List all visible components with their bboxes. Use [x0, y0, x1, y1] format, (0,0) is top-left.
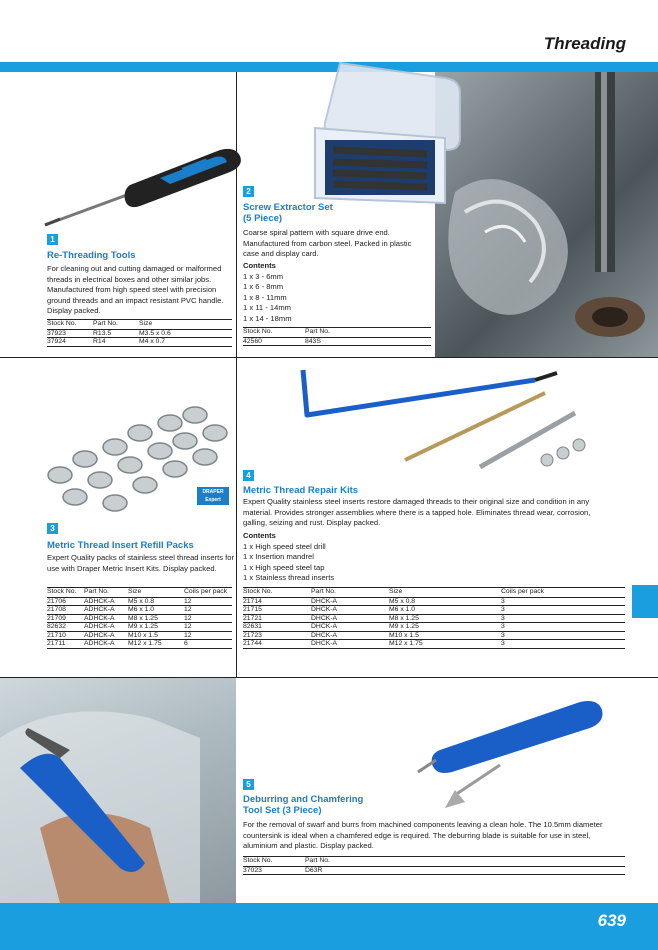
cell: 3 — [501, 631, 625, 640]
col-stock: Stock No. — [47, 320, 93, 330]
cell: M9 x 1.25 — [128, 623, 184, 632]
cell: M6 x 1.0 — [128, 606, 184, 615]
table-row — [243, 614, 625, 623]
table-row — [47, 623, 232, 632]
cell: ADHCK-A — [84, 597, 128, 606]
contents-item: 1 x Stainless thread inserts — [243, 573, 335, 582]
product-2-table — [243, 327, 431, 346]
cell: ADHCK-A — [84, 606, 128, 615]
page-number: 639 — [597, 911, 626, 930]
product-3-number: 3 — [47, 523, 58, 534]
cell: 12 — [184, 623, 232, 632]
table-row — [47, 606, 232, 615]
cell: R13.5 — [93, 329, 139, 338]
cell: 843S — [305, 337, 431, 346]
col-stock: Stock No. — [243, 328, 305, 338]
product-4-description: Expert Quality stainless steel inserts restore damaged threads to their original size and condition in any material. Provides stronger assemblies where there is a tapped hole. Eliminates thread wear, corrosion, galling, seizing and rust. Display packed. — [243, 497, 591, 527]
contents-item: 1 x High speed steel drill — [243, 541, 326, 551]
badge-bottom: Expert — [205, 497, 221, 503]
table-row — [47, 640, 232, 649]
cell: 12 — [184, 614, 232, 623]
table-row — [47, 338, 232, 347]
product-2-number: 2 — [243, 186, 254, 197]
product-4-contents — [243, 531, 543, 584]
table-row — [243, 623, 625, 632]
contents-item: 1 x 8 - 11mm — [243, 292, 287, 302]
table-row — [243, 597, 625, 606]
cell: ADHCK-A — [84, 623, 128, 632]
deburring-tool-image — [400, 690, 610, 810]
cell: M12 x 1.75 — [389, 640, 501, 649]
cell: DHCK-A — [311, 640, 389, 649]
contents-item: 1 x 6 - 8mm — [243, 282, 284, 291]
divider-top-horizontal — [0, 357, 658, 358]
cell: M8 x 1.25 — [389, 614, 501, 623]
cell: 3 — [501, 614, 625, 623]
col-part: Part No. — [93, 320, 139, 330]
cell: 3 — [501, 597, 625, 606]
cell: 3 — [501, 623, 625, 632]
product-1-title: Re-Threading Tools — [47, 250, 136, 261]
cell: 12 — [184, 631, 232, 640]
cell: 82632 — [47, 623, 84, 632]
product-2-contents — [243, 261, 428, 324]
draper-expert-badge — [197, 487, 229, 505]
contents-label: Contents — [243, 261, 276, 270]
cell: 3 — [501, 640, 625, 649]
contents-item: 1 x 3 - 6mm — [243, 271, 284, 281]
cell: 21706 — [47, 597, 84, 606]
product-5-table — [243, 856, 625, 875]
cell: 21711 — [47, 640, 84, 649]
col-part: Part No. — [84, 588, 128, 598]
product-5-number: 5 — [243, 779, 254, 790]
cell: DHCK-A — [311, 614, 389, 623]
cell: 3 — [501, 606, 625, 615]
table-row — [243, 640, 625, 649]
divider-middle-horizontal — [0, 677, 658, 678]
cell: DHCK-A — [311, 606, 389, 615]
cell: 12 — [184, 597, 232, 606]
col-stock: Stock No. — [243, 588, 311, 598]
cell: M5 x 0.8 — [389, 597, 501, 606]
product-5-description: For the removal of swarf and burrs from machined components leaving a clean hole. The 10.5mm diameter countersink is ideal when a chamfered edge is required. The deburring blade is suitable for use in steel, aluminium and plastic. Display packed. — [243, 820, 603, 850]
section-title: Threading — [543, 34, 626, 53]
cell: 21709 — [47, 614, 84, 623]
table-row — [47, 597, 232, 606]
cell: 21723 — [243, 631, 311, 640]
cell: M9 x 1.25 — [389, 623, 501, 632]
contents-item: 1 x Insertion mandrel — [243, 552, 314, 561]
table-row — [243, 631, 625, 640]
product-3-table — [47, 587, 232, 649]
cell: R14 — [93, 338, 139, 347]
col-size: Size — [389, 588, 501, 598]
cell: 12 — [184, 606, 232, 615]
product-1-table — [47, 319, 232, 347]
product-1-description: For cleaning out and cutting damaged or malformed threads in electrical boxes and other similar jobs. Manufactured from high speed steel with precision ground threads and an impact resistant PVC handle. Display packed. — [47, 264, 224, 315]
col-part: Part No. — [311, 588, 389, 598]
col-part: Part No. — [305, 857, 625, 867]
table-row — [47, 614, 232, 623]
divider-top-vertical — [236, 72, 237, 358]
contents-item: 1 x 11 - 14mm — [243, 303, 291, 312]
table-row — [47, 631, 232, 640]
cell: M5 x 0.8 — [128, 597, 184, 606]
cell: ADHCK-A — [84, 614, 128, 623]
cell: 6 — [184, 640, 232, 649]
product-1-number: 1 — [47, 234, 58, 245]
col-size: Size — [139, 320, 232, 330]
product-4-number: 4 — [243, 470, 254, 481]
cell: DHCK-A — [311, 631, 389, 640]
cell: ADHCK-A — [84, 631, 128, 640]
cell: M3.5 x 0.6 — [139, 329, 232, 338]
cell: ADHCK-A — [84, 640, 128, 649]
cell: 42560 — [243, 337, 305, 346]
screw-extractor-case-image — [305, 58, 470, 208]
col-size: Size — [128, 588, 184, 598]
cell: M12 x 1.75 — [128, 640, 184, 649]
table-row — [243, 866, 625, 875]
page-footer — [0, 903, 658, 950]
product-5-title: Deburring and Chamfering Tool Set (3 Piece) — [243, 794, 364, 816]
cell: 37923 — [47, 329, 93, 338]
col-stock: Stock No. — [243, 857, 305, 867]
product-4-table — [243, 587, 625, 649]
col-part: Part No. — [305, 328, 431, 338]
divider-middle-vertical — [236, 358, 237, 678]
cell: 37924 — [47, 338, 93, 347]
cell: 21744 — [243, 640, 311, 649]
cell: 21708 — [47, 606, 84, 615]
thread-repair-kit-image — [295, 365, 595, 475]
cell: M8 x 1.25 — [128, 614, 184, 623]
cell: 21721 — [243, 614, 311, 623]
col-stock: Stock No. — [47, 588, 84, 598]
col-coils: Coils per pack — [184, 588, 232, 598]
product-2-description: Coarse spiral pattern with square drive end. Manufactured from carbon steel. Packed in plastic case and display card. — [243, 228, 412, 258]
cell: M10 x 1.5 — [128, 631, 184, 640]
contents-item: 1 x High speed steel tap — [243, 562, 325, 572]
product-4-title: Metric Thread Repair Kits — [243, 485, 359, 496]
table-row — [243, 606, 625, 615]
table-row — [47, 329, 232, 338]
cell: 37023 — [243, 866, 305, 875]
cell: M6 x 1.0 — [389, 606, 501, 615]
rethreading-tool-image — [40, 140, 250, 230]
product-2-title: Screw Extractor Set (5 Piece) — [243, 202, 333, 224]
badge-top: DRAPER — [202, 489, 224, 495]
cell: 21710 — [47, 631, 84, 640]
cell: 82631 — [243, 623, 311, 632]
deburring-photo — [0, 678, 236, 903]
contents-label: Contents — [243, 531, 276, 540]
table-row — [243, 337, 431, 346]
cell: D63R — [305, 866, 625, 875]
cell: M10 x 1.5 — [389, 631, 501, 640]
cell: 21714 — [243, 597, 311, 606]
cell: DHCK-A — [311, 623, 389, 632]
section-side-tab — [632, 585, 658, 618]
cell: M4 x 0.7 — [139, 338, 232, 347]
cell: DHCK-A — [311, 597, 389, 606]
contents-item: 1 x 14 - 18mm — [243, 313, 292, 323]
col-coils: Coils per pack — [501, 588, 625, 598]
product-3-description: Expert Quality packs of stainless steel thread inserts for use with Draper Metric Insert Kits. Display packed. — [47, 553, 234, 573]
cell: 21715 — [243, 606, 311, 615]
product-3-title: Metric Thread Insert Refill Packs — [47, 540, 194, 551]
